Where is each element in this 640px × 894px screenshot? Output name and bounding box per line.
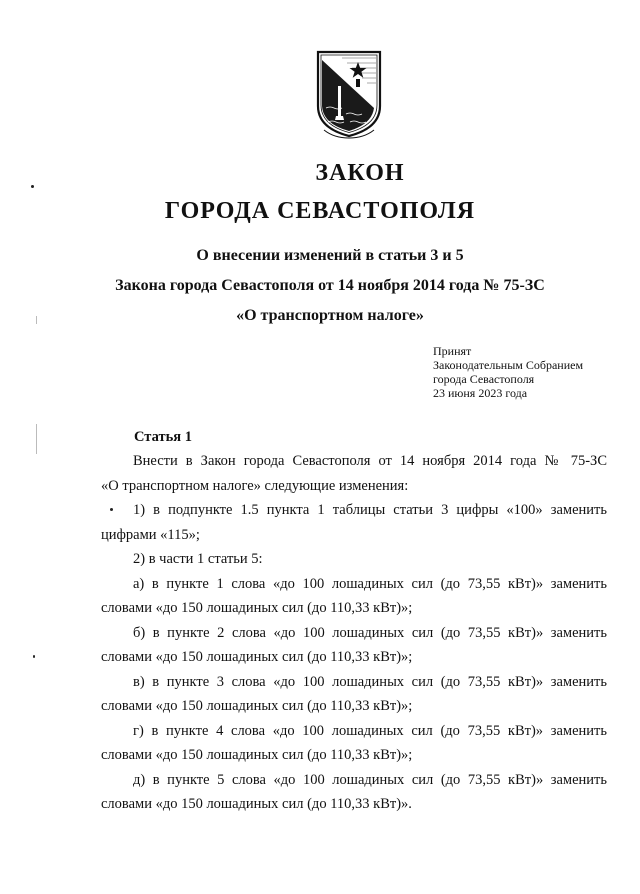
adoption-note-line: Законодательным Собранием (433, 358, 584, 372)
scan-line (36, 316, 37, 324)
sevastopol-coat-of-arms-icon (314, 46, 384, 140)
article-heading: Статья 1 (134, 429, 192, 445)
body-line: словами «до 150 лошадиных сил (до 110,33 кВт)»; (101, 600, 413, 616)
body-line: словами «до 150 лошадиных сил (до 110,33 кВт)»; (101, 698, 413, 714)
document-subtitle-line-1: О внесении изменений в статьи 3 и 5 (196, 247, 464, 264)
body-line: 2) в части 1 статьи 5: (133, 551, 263, 567)
scan-speck (110, 508, 113, 511)
adoption-note-line: 23 июня 2023 года (433, 386, 528, 400)
body-line: а) в пункте 1 слова «до 100 лошадиных сил (до 73,55 кВт)» заменить (133, 576, 607, 592)
body-line: г) в пункте 4 слова «до 100 лошадиных сил (до 73,55 кВт)» заменить (133, 723, 607, 739)
body-line: цифрами «115»; (101, 527, 200, 543)
scan-line (36, 424, 37, 454)
body-line: 1) в подпункте 1.5 пункта 1 таблицы статьи 3 цифры «100» заменить (133, 502, 607, 518)
document-title-line-2: ГОРОДА СЕВАСТОПОЛЯ (164, 198, 476, 224)
body-line: «О транспортном налоге» следующие изменения: (101, 478, 409, 494)
scan-speck (33, 655, 35, 658)
body-line: б) в пункте 2 слова «до 100 лошадиных сил (до 73,55 кВт)» заменить (133, 625, 607, 641)
body-line: д) в пункте 5 слова «до 100 лошадиных сил (до 73,55 кВт)» заменить (133, 772, 607, 788)
document-title-line-1: ЗАКОН (315, 160, 405, 186)
adoption-note (433, 344, 583, 400)
body-line: Внести в Закон города Севастополя от 14 ноября 2014 года № 75-ЗС (133, 453, 607, 469)
adoption-note-line: города Севастополя (433, 372, 535, 386)
body-line: в) в пункте 3 слова «до 100 лошадиных сил (до 73,55 кВт)» заменить (133, 674, 607, 690)
document-subtitle-line-2: Закона города Севастополя от 14 ноября 2014 года № 75-ЗС (115, 277, 545, 294)
adoption-note-line: Принят (433, 344, 472, 358)
scan-speck (31, 185, 34, 188)
body-line: словами «до 150 лошадиных сил (до 110,33 кВт)». (101, 796, 412, 812)
body-line: словами «до 150 лошадиных сил (до 110,33 кВт)»; (101, 747, 413, 763)
body-line: словами «до 150 лошадиных сил (до 110,33 кВт)»; (101, 649, 413, 665)
document-subtitle-line-3: «О транспортном налоге» (236, 307, 424, 324)
